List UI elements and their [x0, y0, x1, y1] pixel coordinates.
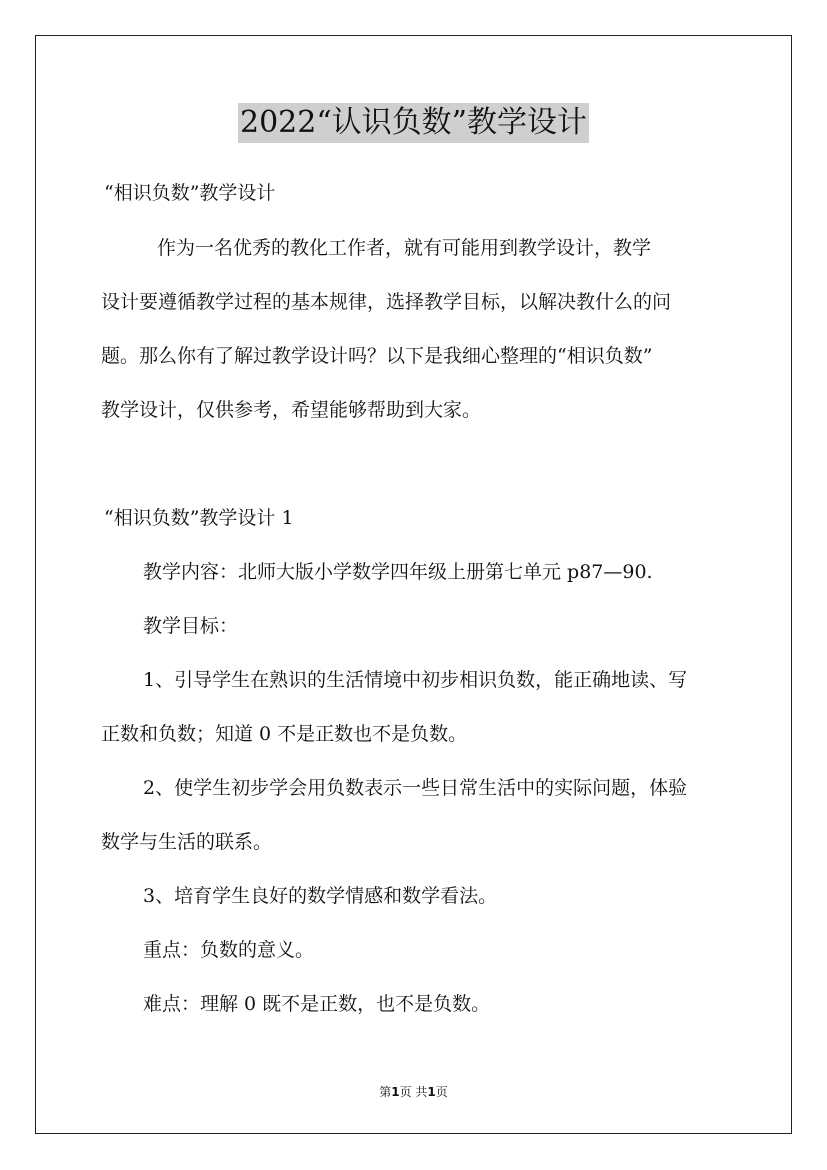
goal-1-line-1: 1、引导学生在熟识的生活情境中初步相识负数，能正确地读、写 — [143, 669, 688, 691]
footer-prefix: 第 — [379, 1085, 392, 1099]
goal-2-line-1: 2、使学生初步学会用负数表示一些日常生活中的实际问题，体验 — [143, 777, 688, 799]
page-footer — [0, 1084, 827, 1100]
document-subtitle: “相识负数”教学设计 — [104, 182, 276, 204]
goal-1-line-2: 正数和负数；知道 0 不是正数也不是负数。 — [101, 723, 468, 745]
intro-line-3: 题。那么你有了解过教学设计吗？以下是我细心整理的“相识负数” — [101, 345, 653, 367]
footer-current-page: 1 — [391, 1085, 400, 1099]
intro-line-1: 作为一名优秀的教化工作者，就有可能用到教学设计，教学 — [157, 237, 652, 259]
goal-3: 3、培育学生良好的数学情感和数学看法。 — [143, 885, 498, 907]
footer-middle: 页 共 — [399, 1085, 428, 1099]
goal-2-line-2: 数学与生活的联系。 — [101, 831, 273, 853]
footer-suffix: 页 — [435, 1085, 448, 1099]
key-point: 重点：负数的意义。 — [143, 939, 315, 961]
footer-total-pages: 1 — [427, 1085, 436, 1099]
document-title: 2022“认识负数”教学设计 — [238, 103, 589, 143]
section-heading: “相识负数”教学设计 1 — [104, 507, 294, 529]
teaching-content: 教学内容：北师大版小学数学四年级上册第七单元 p87—90. — [143, 561, 653, 583]
teaching-goals-label: 教学目标： — [143, 615, 239, 637]
title-container — [0, 103, 827, 143]
difficulty-point: 难点：理解 0 既不是正数，也不是负数。 — [143, 993, 491, 1015]
intro-line-2: 设计要遵循教学过程的基本规律，选择教学目标，以解决教什么的问 — [101, 291, 672, 313]
intro-line-4: 教学设计，仅供参考，希望能够帮助到大家。 — [101, 399, 482, 421]
